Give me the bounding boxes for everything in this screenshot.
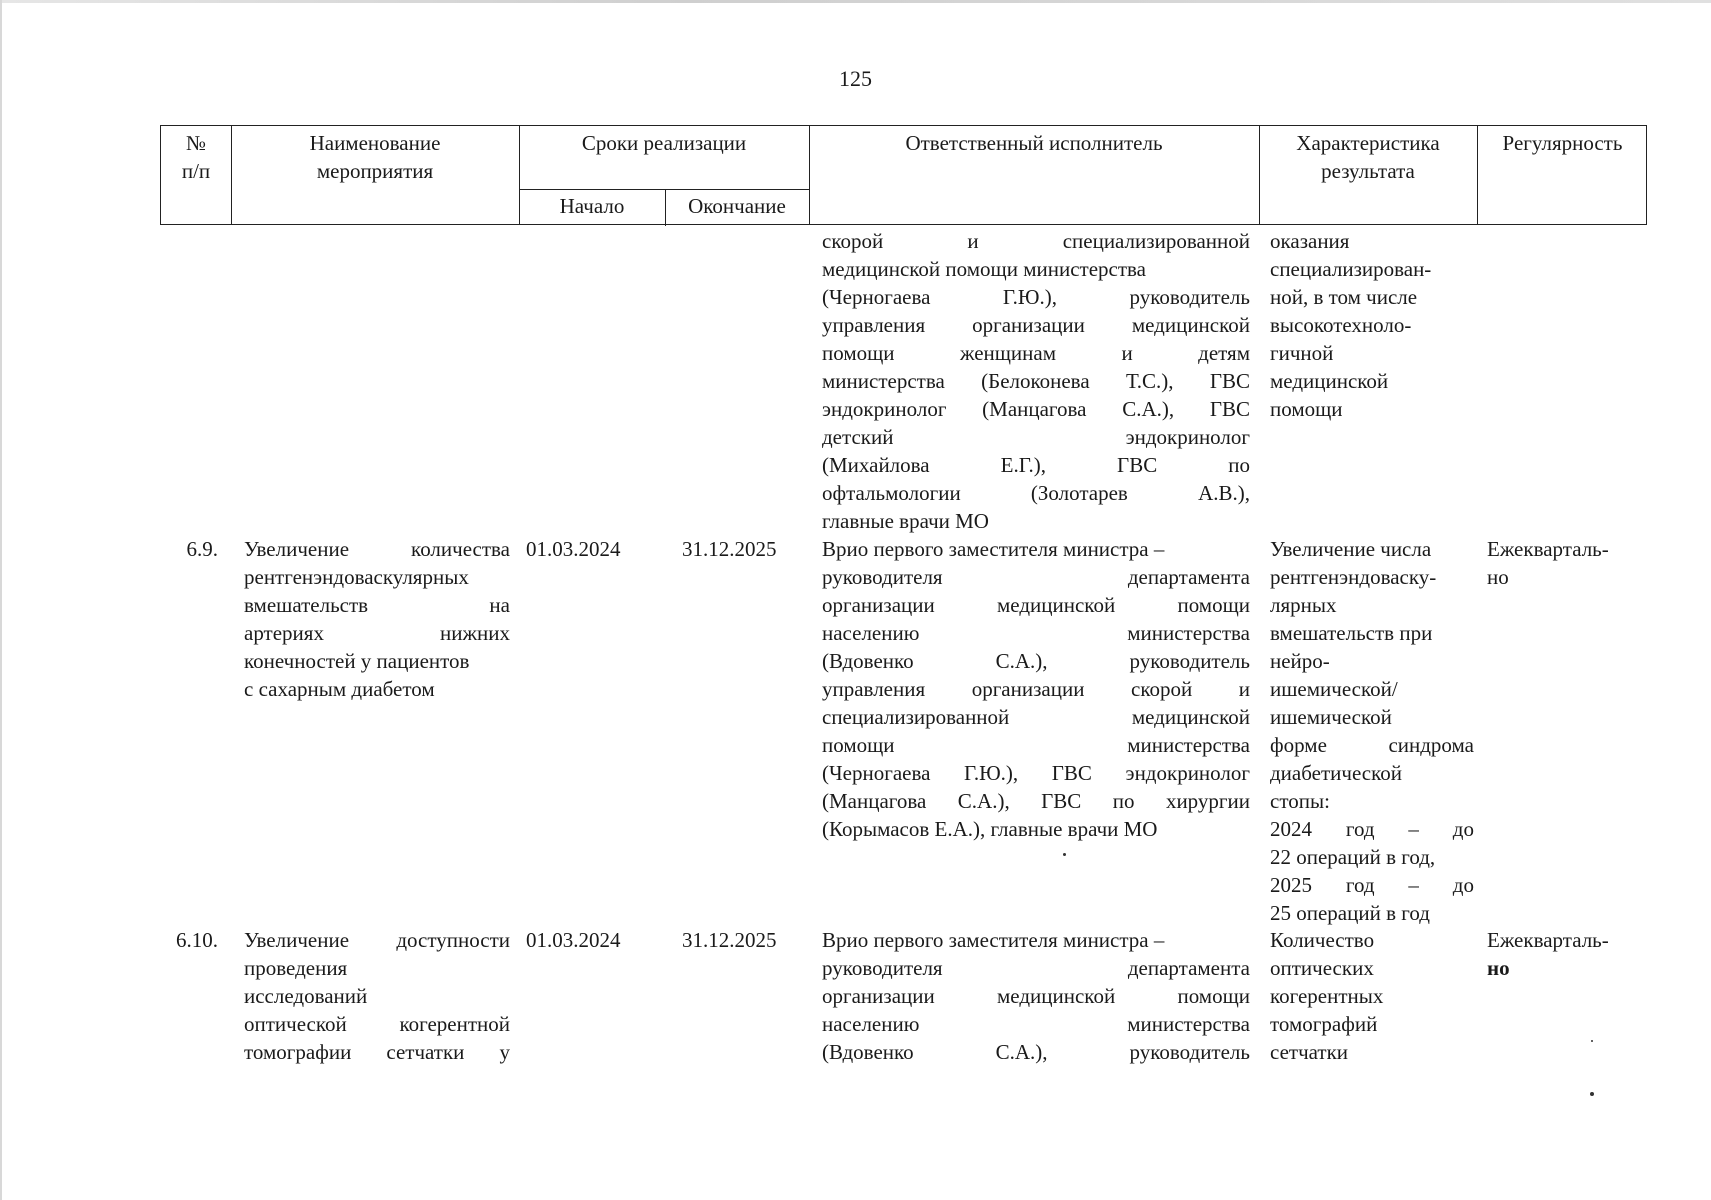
regularity-cell (1487, 926, 1647, 982)
header-reg: Регулярность (1502, 131, 1623, 155)
exec-line: (Корымасов Е.А.), главные врачи МО (822, 817, 1158, 841)
header-name-line: Наименование (309, 131, 441, 155)
regularity-cell (1487, 535, 1647, 591)
table-header (160, 125, 1647, 225)
scan-edge-top (0, 0, 1711, 3)
exec-line: детский эндокринолог (822, 425, 1250, 449)
result-line: ишемической/ (1270, 677, 1398, 701)
result-line: когерентных (1270, 984, 1384, 1008)
result-line: ной, в том числе (1270, 285, 1418, 309)
header-name (231, 129, 519, 185)
exec-line: Врио первого заместителя министра – (822, 537, 1165, 561)
header-result-line: результата (1321, 159, 1415, 183)
name-line: проведения (244, 956, 348, 980)
result-line: высокотехноло- (1270, 313, 1412, 337)
header-exec: Ответственный исполнитель (905, 131, 1163, 155)
header-num-line: № (185, 131, 207, 155)
header-divider (519, 189, 809, 190)
name-line: рентгенэндоваскулярных (244, 565, 469, 589)
exec-line: (Манцагова С.А.), ГВС по хирургии (822, 789, 1250, 813)
scan-speck (1590, 1092, 1594, 1096)
end-date: 31.12.2025 (682, 537, 777, 561)
header-result-line: Характеристика (1296, 131, 1440, 155)
header-name-line: мероприятия (316, 159, 434, 183)
start-date: 01.03.2024 (526, 537, 621, 561)
row-number: 6.10. (176, 928, 218, 952)
result-line: Количество (1270, 928, 1375, 952)
exec-line: населению министерства (822, 1012, 1250, 1036)
end-date: 31.12.2025 (682, 928, 777, 952)
result-line: 2024 год – до (1270, 817, 1474, 841)
scan-speck (1063, 853, 1066, 856)
result-line: сетчатки (1270, 1040, 1349, 1064)
exec-line: медицинской помощи министерства (822, 257, 1146, 281)
header-result (1259, 129, 1477, 185)
header-dates: Сроки реализации (581, 131, 747, 155)
exec-line: эндокринолог (Манцагова С.А.), ГВС (822, 397, 1250, 421)
exec-cell (822, 227, 1250, 535)
regularity-line: но (1487, 956, 1510, 980)
name-line: с сахарным диабетом (244, 677, 435, 701)
name-line: артериях нижних (244, 621, 510, 645)
exec-line: управления организации медицинской (822, 313, 1250, 337)
header-num-line: п/п (181, 159, 211, 183)
result-line: помощи (1270, 397, 1343, 421)
exec-line: (Вдовенко С.А.), руководитель (822, 1040, 1250, 1064)
name-line: оптической когерентной (244, 1012, 510, 1036)
result-line: томографий (1270, 1012, 1378, 1036)
result-line: стопы: (1270, 789, 1330, 813)
name-line: вмешательств на (244, 593, 510, 617)
scan-speck (1591, 1040, 1593, 1042)
result-cell (1270, 926, 1474, 1066)
result-line: 22 операций в год, (1270, 845, 1436, 869)
name-line: томографии сетчатки у (244, 1040, 510, 1064)
regularity-line: Ежекварталь- (1487, 928, 1609, 952)
exec-line: (Черногаева Г.Ю.), ГВС эндокринолог (822, 761, 1250, 785)
name-line: Увеличение доступности (244, 928, 510, 952)
exec-cell (822, 926, 1250, 1066)
result-line: медицинской (1270, 369, 1389, 393)
exec-line: скорой и специализированной (822, 229, 1250, 253)
name-line: конечностей у пациентов (244, 649, 470, 673)
result-cell (1270, 535, 1474, 927)
exec-line: министерства (Белоконева Т.С.), ГВС (822, 369, 1250, 393)
result-line: форме синдрома (1270, 733, 1474, 757)
exec-cell (822, 535, 1250, 843)
exec-line: организации медицинской помощи (822, 984, 1250, 1008)
result-line: специализирован- (1270, 257, 1432, 281)
exec-line: организации медицинской помощи (822, 593, 1250, 617)
name-cell (244, 926, 510, 1066)
exec-line: помощи министерства (822, 733, 1250, 757)
page-number: 125 (839, 66, 872, 91)
exec-line: помощи женщинам и детям (822, 341, 1250, 365)
exec-line: главные врачи МО (822, 509, 989, 533)
scan-edge-left (0, 0, 2, 1200)
result-line: рентгенэндоваску- (1270, 565, 1437, 589)
name-line: исследований (244, 984, 368, 1008)
result-line: оказания (1270, 229, 1350, 253)
name-line: Увеличение количества (244, 537, 510, 561)
start-date: 01.03.2024 (526, 928, 621, 952)
result-line: лярных (1270, 593, 1337, 617)
result-line: Увеличение числа (1270, 537, 1432, 561)
header-end: Окончание (688, 194, 786, 218)
result-line: нейро- (1270, 649, 1330, 673)
exec-line: (Михайлова Е.Г.), ГВС по (822, 453, 1250, 477)
result-line: вмешательств при (1270, 621, 1433, 645)
header-num (161, 129, 231, 185)
result-line: ишемической (1270, 705, 1392, 729)
regularity-line: но (1487, 565, 1509, 589)
result-cell (1270, 227, 1474, 423)
regularity-line: Ежекварталь- (1487, 537, 1609, 561)
exec-line: населению министерства (822, 621, 1250, 645)
exec-line: Врио первого заместителя министра – (822, 928, 1165, 952)
result-line: оптических (1270, 956, 1374, 980)
name-cell (244, 535, 510, 703)
result-line: диабетической (1270, 761, 1402, 785)
result-line: 2025 год – до (1270, 873, 1474, 897)
exec-line: руководителя департамента (822, 565, 1250, 589)
exec-line: управления организации скорой и (822, 677, 1250, 701)
exec-line: руководителя департамента (822, 956, 1250, 980)
exec-line: (Черногаева Г.Ю.), руководитель (822, 285, 1250, 309)
result-line: 25 операций в год (1270, 901, 1430, 925)
result-line: гичной (1270, 341, 1334, 365)
exec-line: специализированной медицинской (822, 705, 1250, 729)
exec-line: (Вдовенко С.А.), руководитель (822, 649, 1250, 673)
row-number: 6.9. (186, 537, 218, 561)
exec-line: офтальмологии (Золотарев А.В.), (822, 481, 1250, 505)
header-start: Начало (559, 194, 625, 218)
